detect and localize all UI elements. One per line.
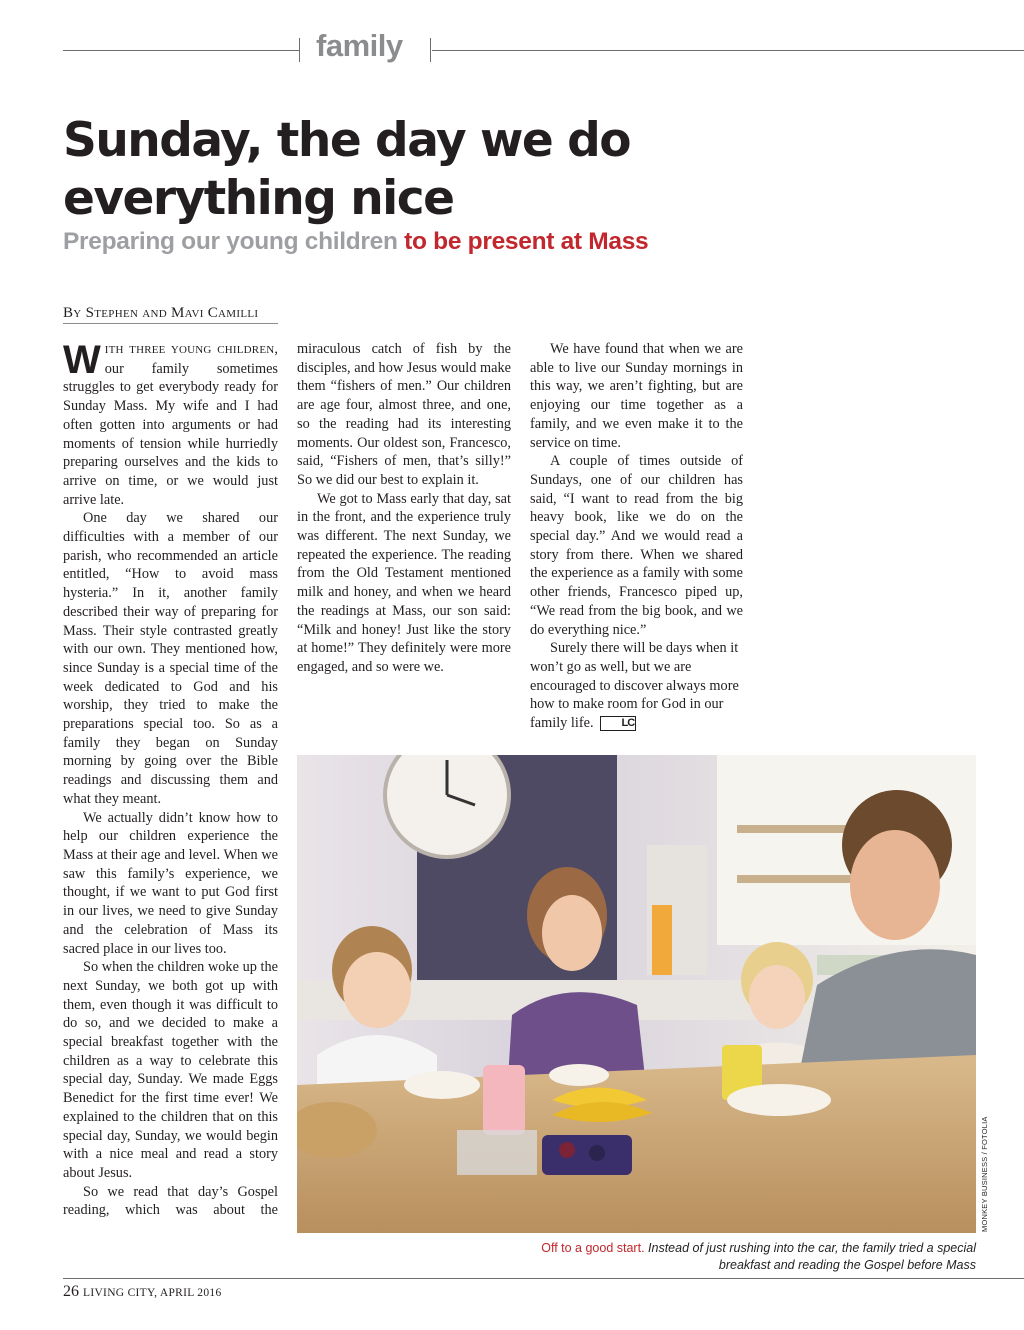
section-label: family (316, 28, 403, 63)
article-column-3 (530, 340, 743, 733)
photo-credit: MONKEY BUSINESS / FOTOLIA (980, 1116, 989, 1232)
lc-end-mark-icon: LC (600, 716, 637, 731)
paragraph: We got to Mass early that day, sat in the front, and the experience truly was different. The next Sunday, we repeated the experience. The reading from the Old Testament mentioned milk and honey, and when we heard the readings at Mass, our son said: “Milk and honey! Just like the story at home!” They definitely were more engaged, and so were we. (297, 490, 511, 675)
article-title: Sunday, the day we do everything nice (63, 113, 631, 226)
photo-caption (496, 1240, 976, 1274)
paragraph-text: , our family sometimes struggles to get everybody ready for Sunday Mass. My wife and I had often gotten into arguments or had moments of tension while hurriedly preparing ourselves and the kids to arrive on time, or we would just arrive late. (63, 341, 278, 508)
header-rule-right (432, 50, 1024, 51)
byline-text: By Stephen and Mavi Camilli (63, 305, 259, 321)
footer-rule (63, 1278, 1024, 1279)
lead-in-smallcaps: ITH THREE YOUNG CHILDREN (104, 344, 275, 356)
subtitle-red: to be present at Mass (404, 228, 649, 255)
caption-lead: Off to a good start. (541, 1241, 645, 1255)
paragraph (63, 340, 278, 509)
paragraph: We actually didn’t know how to help our children experience the Mass at their age and level. When we saw this family’s experience, we thought, if we want to put God first in our lives, we need to give Sunday and the celebration of Mass its sacred place in our lives too. (63, 809, 278, 957)
article-column-1 (63, 340, 278, 1220)
header-tick-left (299, 38, 300, 62)
byline-rule (63, 323, 278, 324)
caption-body: Instead of just rushing into the car, the family tried a special breakfast and reading the Gospel before Mass (648, 1241, 976, 1272)
page-number: 26 (63, 1283, 79, 1300)
byline (63, 305, 258, 322)
paragraph: So we read that day’s Gospel reading, which was about the (63, 1183, 278, 1219)
paragraph-text: Surely there will be days when it won’t go as well, but we are encouraged to discover always more how to make room for God in our family life. (530, 640, 739, 732)
paragraph: A couple of times outside of Sundays, one of our children has said, “I want to read from the big heavy book, like we do on the special day.” And we would read a story from there. When we shared the experience as a family with some other friends, Francesco piped up, “We read from the big book, and we do everything nice.” (530, 453, 743, 638)
paragraph: One day we shared our difficulties with a member of our parish, who recommended an article entitled, “How to avoid mass hysteria.” In it, another family described their way of preparing for Mass. Their style contrasted greatly with our own. They mentioned how, since Sunday is a special time of the week dedicated to God and his worship, they tried to make the preparations special too. So as a family they began on Sunday morning by going over the Bible readings and discussing them and what they meant. (63, 510, 278, 807)
paragraph: We have found that when we are able to live our Sunday mornings in this way, we aren’t fighting, but are enjoying our time together as a family, and we even make it to the service on time. (530, 341, 743, 451)
article-column-2 (297, 340, 511, 677)
drop-cap: W (63, 338, 101, 382)
family-breakfast-photo (297, 755, 976, 1233)
magazine-issue: LIVING CITY, APRIL 2016 (83, 1287, 222, 1299)
photo-illustration (297, 755, 976, 1233)
paragraph: miraculous catch of fish by the disciples, and how Jesus would make them “fishers of men.” Our children are age four, almost three, and one, so the reading had its interesting moments. Our oldest son, Francesco, said, “Fishers of men, that’s silly!” So we did our best to explain it. (297, 341, 511, 488)
header-tick-right (430, 38, 431, 62)
folio (63, 1283, 222, 1301)
header-rule-left (63, 50, 299, 51)
paragraph: So when the children woke up the next Sunday, we both got up with them, even though it was difficult to do so, and we decided to make a special breakfast together with the children as a way to celebrate this special day, Sunday. We made Eggs Benedict for the first time ever! We explained to the children that on this special day, Sunday, we would begin with a nice meal and read a story about Jesus. (63, 959, 278, 1181)
article-subtitle (63, 228, 648, 256)
subtitle-gray: Preparing our young children (63, 228, 398, 255)
paragraph (530, 639, 743, 733)
